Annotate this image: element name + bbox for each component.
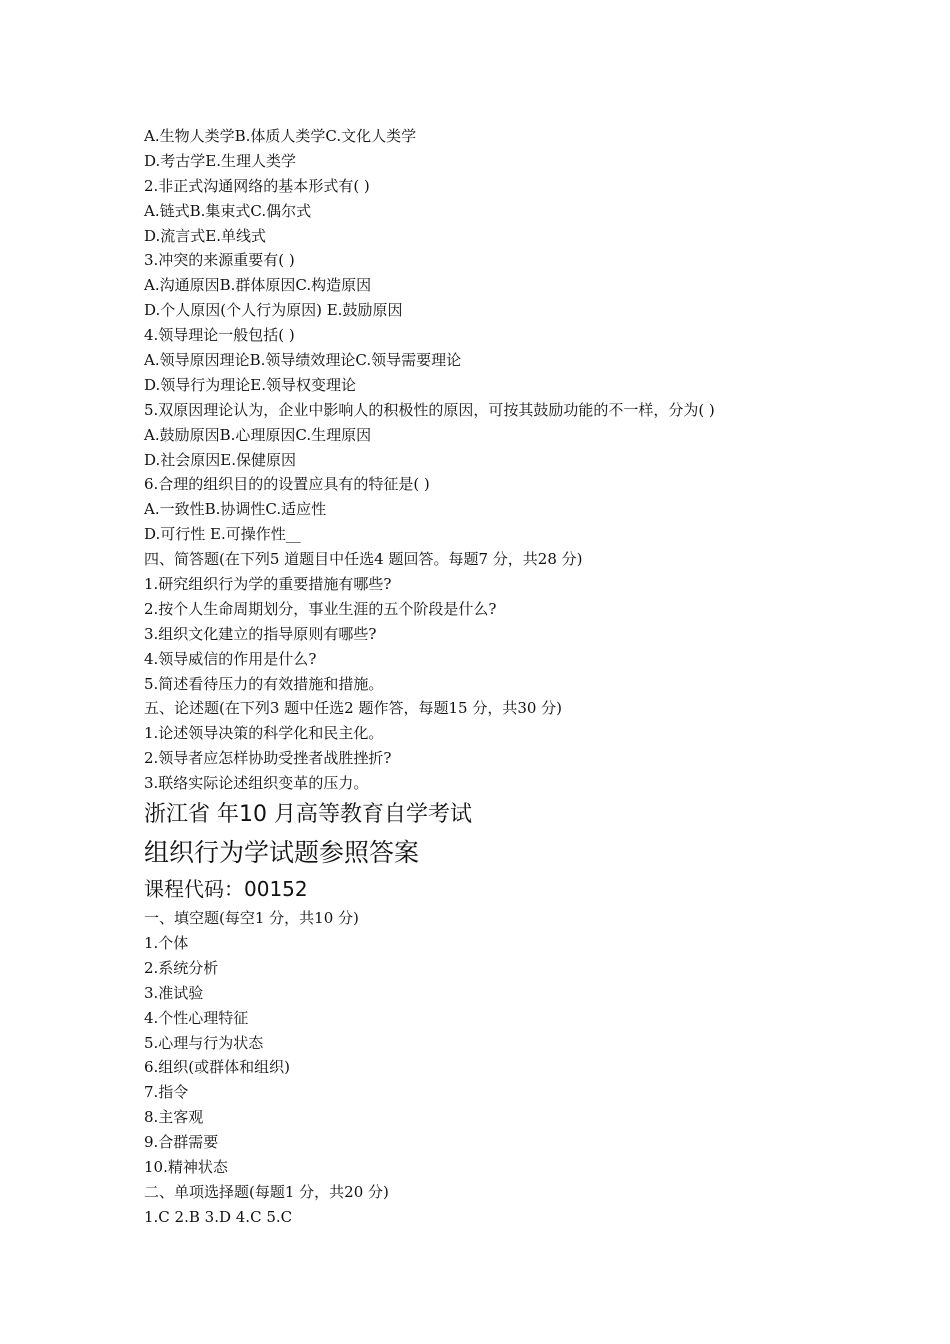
text-line: 4.领导威信的作用是什么?: [144, 649, 317, 668]
text-line: D.流言式E.单线式: [144, 226, 266, 245]
text-line: D.领导行为理论E.领导权变理论: [144, 375, 356, 394]
text-line: A.一致性B.协调性C.适应性: [144, 500, 327, 519]
text-line: 3.冲突的来源重要有( ): [144, 251, 295, 270]
section-heading: 一、填空题(每空1 分，共10 分): [144, 909, 359, 928]
answer-title: 浙江省 年10 月高等教育自学考试: [144, 802, 472, 828]
text-line: A.领导原因理论B.领导绩效理论C.领导需要理论: [144, 351, 462, 370]
answer-section: [144, 906, 924, 1230]
section-heading: 五、论述题(在下列3 题中任选2 题作答，每题15 分，共30 分): [144, 699, 563, 718]
text-line: 3.准试验: [144, 983, 204, 1002]
course-code: 课程代码：00152: [144, 877, 308, 902]
text-line: 5.双原因理论认为，企业中影响人的积极性的原因，可按其鼓励功能的不一样，分为( ): [144, 400, 715, 419]
answer-header: [144, 796, 924, 906]
text-line: 2.非正式沟通网络的基本形式有( ): [144, 176, 370, 195]
text-line: 2.按个人生命周期划分，事业生涯的五个阶段是什么?: [144, 599, 497, 618]
text-line: 4.领导理论一般包括( ): [144, 326, 295, 345]
text-line: 10.精神状态: [144, 1157, 228, 1176]
text-line: 1.论述领导决策的科学化和民主化。: [144, 724, 384, 743]
text-line: 5.简述看待压力的有效措施和措施。: [144, 674, 384, 693]
text-line: 6.合理的组织目的的设置应具有的特征是( ): [144, 475, 430, 494]
text-line: 9.合群需要: [144, 1133, 219, 1152]
text-line: D.社会原因E.保健原因: [144, 450, 296, 469]
text-line: 5.心理与行为状态: [144, 1033, 264, 1052]
text-line: 3.组织文化建立的指导原则有哪些?: [144, 624, 377, 643]
text-line: D.个人原因(个人行为原因) E.鼓励原因: [144, 301, 403, 320]
text-line: A.鼓励原因B.心理原因C.生理原因: [144, 425, 372, 444]
text-line: A.链式B.集束式C.偶尔式: [144, 201, 312, 220]
section-heading: 四、简答题(在下列5 道题目中任选4 题回答。每题7 分，共28 分): [144, 550, 583, 569]
text-line: D.可行性 E.可操作性__: [144, 525, 301, 544]
section-heading: 二、单项选择题(每题1 分，共20 分): [144, 1182, 389, 1201]
text-line: 1.个体: [144, 933, 189, 952]
text-line: 1.研究组织行为学的重要措施有哪些?: [144, 575, 392, 594]
text-line: 6.组织(或群体和组织): [144, 1058, 291, 1077]
text-line: 8.主客观: [144, 1108, 204, 1127]
text-line: A.沟通原因B.群体原因C.构造原因: [144, 276, 372, 295]
text-line: 2.系统分析: [144, 958, 219, 977]
text-line: 3.联络实际论述组织变革的压力。: [144, 774, 369, 793]
text-line: D.考古学E.生理人类学: [144, 151, 296, 170]
answer-subtitle: 组织行为学试题参照答案: [144, 838, 420, 868]
exam-questions-section: [144, 124, 924, 796]
document-page: [144, 124, 924, 1230]
text-line: 2.领导者应怎样协助受挫者战胜挫折?: [144, 749, 392, 768]
text-line: 7.指令: [144, 1083, 189, 1102]
text-line: 4.个性心理特征: [144, 1008, 249, 1027]
text-line: 1.C 2.B 3.D 4.C 5.C: [144, 1207, 293, 1226]
text-line: A.生物人类学B.体质人类学C.文化人类学: [144, 127, 417, 145]
